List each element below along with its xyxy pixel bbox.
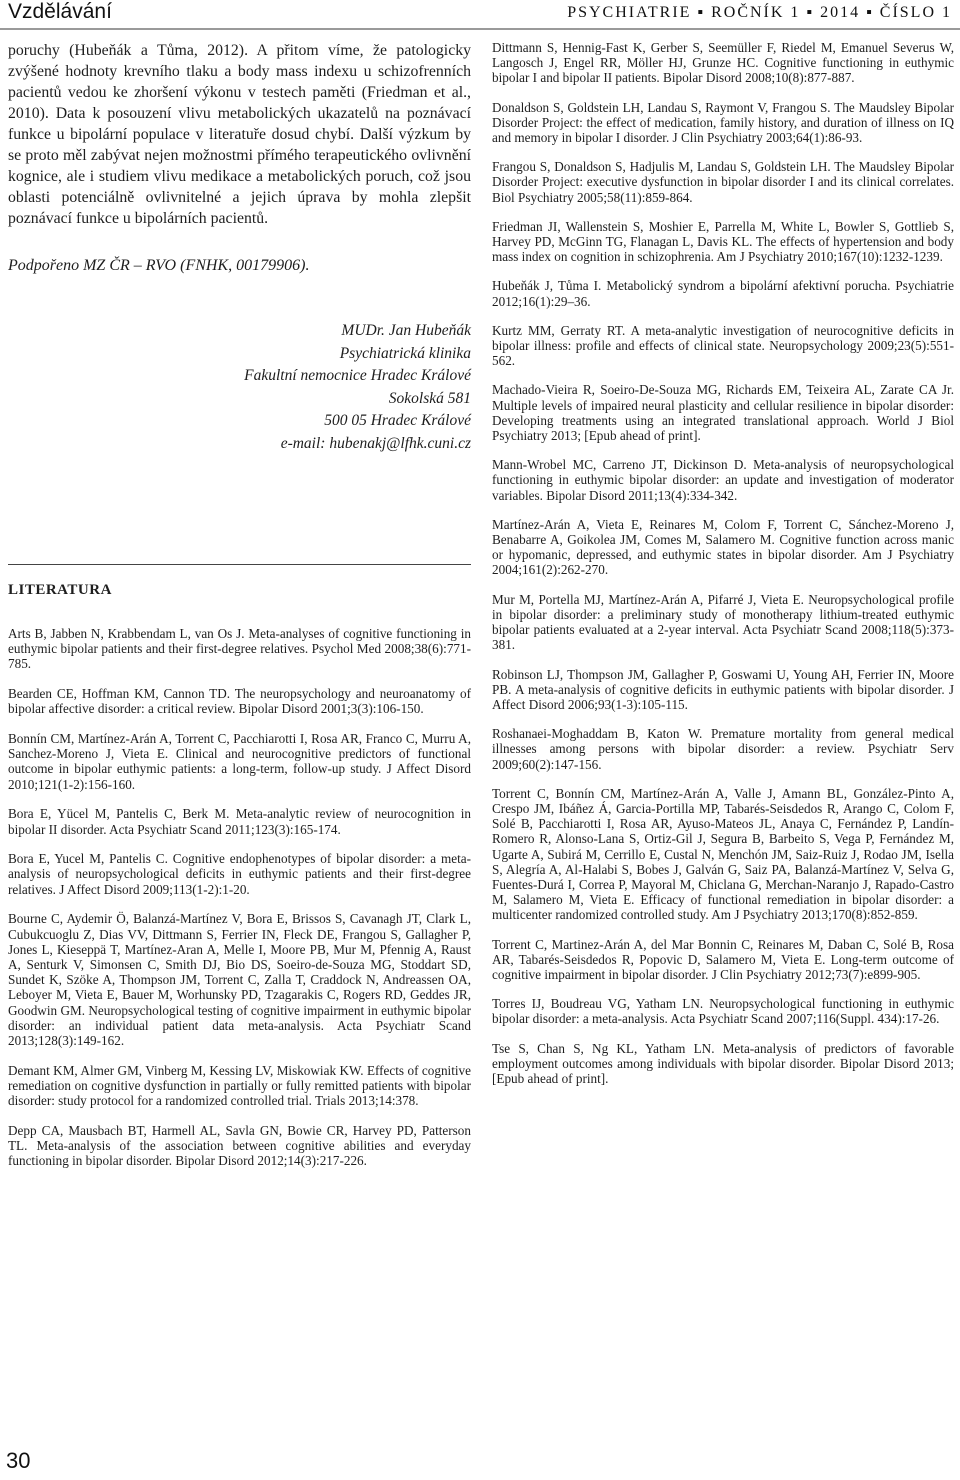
reference-item: Torres IJ, Boudreau VG, Yatham LN. Neuropsychological functioning in euthymic bipolar disorder: a meta-analysis. Acta Psychiatr Scand 2007;116(Suppl. 434):17-26. xyxy=(492,996,954,1027)
author-department: Psychiatrická klinika xyxy=(339,344,471,362)
reference-item: Donaldson S, Goldstein LH, Landau S, Raymont V, Frangou S. The Maudsley Bipolar Disorder Project: the effect of medication, family history, and duration of illness on IQ and memory in bipolar I disorder. J Clin Psychiatry 2003;64(1):86-93. xyxy=(492,99,954,146)
reference-item: Machado-Vieira R, Soeiro-De-Souza MG, Richards EM, Teixeira AL, Zarate CA Jr. Multiple levels of impaired neural plasticity and cellular resilience in bipolar disorder: Developing treatments using an integrated translational approach. World J Biol Psychiatry 2013; [Epub ahead of print]. xyxy=(492,382,954,444)
reference-item: Bourne C, Aydemir Ö, Balanzá-Martínez V, Bora E, Brissos S, Cavanagh JT, Clark L, Cubukcuoglu Z, Dias VV, Dittmann S, Ferrier IN, Fleck DE, Frangou S, Gallagher P, Jones L, Kieseppä T, Martínez-Aran A, Melle I, Moore PB, Mur M, Pfennig A, Raust A, Senturk V, Simonsen C, Smith DJ, Bio DS, Soeiro-de-Souza MG, Stoddart SD, Sundet K, Szöke A, Thompson JM, Torrent C, Zalla T, Craddock N, Andreassen OA, Leboyer M, Vieta E, Bauer M, Worhunsky PD, Tzagarakis C, Rogers RD, Geddes JR, Goodwin GM. Neuropsychological testing of cognitive impairment in euthymic bipolar disorder: an individual patient data meta-analysis. Acta Psychiatr Scand 2013;128(3):149-162. xyxy=(8,911,471,1048)
reference-item: Frangou S, Donaldson S, Hadjulis M, Landau S, Goldstein LH. The Maudsley Bipolar Disorder Project: executive dysfunction in bipolar disorder I and its clinical correlates. Biol Psychiatry 2005;58(11):859-864. xyxy=(492,159,954,205)
reference-item: Tse S, Chan S, Ng KL, Yatham LN. Meta-analysis of predictors of favorable employment outcomes among individuals with bipolar disorder. Bipolar Disord 2013; [Epub ahead of print]. xyxy=(492,1040,954,1086)
reference-item: Bonnín CM, Martínez-Arán A, Torrent C, Pacchiarotti I, Rosa AR, Franco C, Murru A, Sanchez-Moreno J, Vieta E. Clinical and neurocognitive predictors of functional outcome in bipolar euthymic patients: a long-term, follow-up study. J Affect Disord 2010;121(1-2):156-160. xyxy=(8,731,471,792)
reference-item: Torrent C, Martinez-Arán A, del Mar Bonnin C, Reinares M, Daban C, Solé B, Rosa AR, Tabarés-Seisdedos R, Popovic D, Salamero M, Vieta E. Long-term outcome of cognitive impairment in bipolar disorder. J Clin Psychiatry 2012;73(7):e899-905. xyxy=(492,936,954,982)
left-column xyxy=(8,40,471,455)
page-number: 30 xyxy=(6,1448,31,1473)
header-rule xyxy=(0,28,960,30)
reference-item: Friedman JI, Wallenstein S, Moshier E, Parrella M, White L, Bowler S, Gottlieb S, Harvey PD, McGinn TG, Flanagan L, Davis KL. The effects of hypertension and body mass index on cognition in schizophrenia. Am J Psychiatry 2010;167(10):1232-1239. xyxy=(492,218,954,265)
reference-item: Martínez-Arán A, Vieta E, Reinares M, Colom F, Torrent C, Sánchez-Moreno J, Benabarre A, Goikolea JM, Comes M, Salamero M. Cognitive function across manic or hypomanic, depressed, and euthymic states in bipolar disorder. Am J Psychiatry 2004;161(2):262-270. xyxy=(492,516,954,578)
reference-item: Arts B, Jabben N, Krabbendam L, van Os J. Meta-analyses of cognitive functioning in euthymic bipolar patients and their first-degree relatives. Psychol Med 2008;38(6):771-785. xyxy=(8,626,471,672)
body-text xyxy=(8,40,471,229)
author-name: MUDr. Jan Hubeňák xyxy=(341,322,471,339)
author-street: Sokolská 581 xyxy=(388,389,471,407)
body-paragraph: poruchy (Hubeňák a Tůma, 2012). A přitom víme, že patologicky zvýšené hodnoty krevního tlaku a body mass indexu u schizofrenních pacientů vedou ke zhoršení výkonu v testech paměti (Friedman et al., 2010). Data k posouzení vlivu metabolických ukazatelů na poznávací funkce u bipolární populace v literatuře dosud chybí. Další výzkum by se proto měl zabývat nejen možnostmi přímého terapeutického ovlivnění kognice, ale i studiem vlivu medikace a metabolických poruch, což jsou oblasti potenciálně ovlivnitelné a jejich úprava by mohla zlepšit poznávací funkce u bipolárních pacientů. xyxy=(8,42,471,227)
literature-rule xyxy=(8,564,471,565)
author-address xyxy=(8,320,471,455)
reference-item: Bora E, Yucel M, Pantelis C. Cognitive endophenotypes of bipolar disorder: a meta-analysis of neuropsychological deficits in euthymic patients and their first-degree relatives. J Affect Disord 2009;113(1-2):1-20. xyxy=(8,851,471,897)
reference-item: Mur M, Portella MJ, Martínez-Arán A, Pifarré J, Vieta E. Neuropsychological profile in bipolar disorder: a preliminary study of monotherapy lithium-treated euthymic bipolar patients evaluated at a 2-year interval. Acta Psychiatr Scand 2008;118(5):373-381. xyxy=(492,591,954,653)
section-title: Vzdělávání xyxy=(8,0,112,23)
reference-item: Hubeňák J, Tůma I. Metabolický syndrom a bipolární afektivní porucha. Psychiatrie 2012;16(1):29–36. xyxy=(492,278,954,309)
literature-heading: LITERATURA xyxy=(8,582,112,598)
journal-running-head: PSYCHIATRIE ▪ ROČNÍK 1 ▪ 2014 ▪ ČÍSLO 1 xyxy=(567,4,952,21)
references-left xyxy=(8,626,471,1183)
references-right xyxy=(492,40,954,1100)
reference-item: Kurtz MM, Gerraty RT. A meta-analytic investigation of neurocognitive deficits in bipolar illness: profile and effects of clinical state. Neuropsychology 2009;23(5):551-562. xyxy=(492,322,954,369)
author-city: 500 05 Hradec Králové xyxy=(324,412,471,429)
funding-note: Podpořeno MZ ČR – RVO (FNHK, 00179906). xyxy=(8,257,310,274)
author-email: e-mail: hubenakj@lfhk.cuni.cz xyxy=(280,434,471,452)
reference-item: Demant KM, Almer GM, Vinberg M, Kessing LV, Miskowiak KW. Effects of cognitive remediation on cognitive dysfunction in partially or fully remitted patients with bipolar disorder: study protocol for a randomized controlled trial. Trials 2013;14:378. xyxy=(8,1062,471,1109)
author-hospital: Fakultní nemocnice Hradec Králové xyxy=(244,367,471,384)
reference-item: Robinson LJ, Thompson JM, Gallagher P, Goswami U, Young AH, Ferrier IN, Moore PB. A meta-analysis of cognitive deficits in euthymic patients with bipolar disorder. J Affect Disord 2006;93(1-3):105-115. xyxy=(492,666,954,712)
page-header xyxy=(0,0,960,26)
reference-item: Mann-Wrobel MC, Carreno JT, Dickinson D. Meta-analysis of neuropsychological functioning in euthymic bipolar disorder: an update and investigation of moderator variables. Bipolar Disord 2011;13(4):334-342. xyxy=(492,457,954,503)
reference-item: Torrent C, Bonnín CM, Martínez-Arán A, Valle J, Amann BL, González-Pinto A, Crespo JM, Ibáñez Á, Garcia-Portilla MP, Tabarés-Seisdedos R, Arango C, Colom F, Solé B, Pacchiarotti I, Rosa AR, Ayuso-Mateos JL, Anaya C, Fernández P, Landín-Romero R, Alonso-Lana S, Ortiz-Gil J, Segura B, Barbeito S, Vega P, Fernández M, Ugarte A, Subirá M, Cerrillo E, Custal N, Menchón JM, Saiz-Ruiz J, Rodao JM, Isella S, Alegría A, Al-Halabi S, Bobes J, Galván G, Saiz PA, Balanzá-Martínez V, Selva G, Fuentes-Durá I, Correa P, Mayoral M, Chiclana G, Merchan-Naranjo J, Rapado-Castro M, Salamero M, Vieta E. Efficacy of functional remediation in bipolar disorder: a multicenter randomized controlled study. Am J Psychiatry 2013;170(8):852-859. xyxy=(492,785,954,923)
reference-item: Depp CA, Mausbach BT, Harmell AL, Savla GN, Bowie CR, Harvey PD, Patterson TL. Meta-analysis of the association between cognitive abilities and everyday functioning in bipolar disorder. Bipolar Disord 2012;14(3):217-226. xyxy=(8,1122,471,1169)
reference-item: Roshanaei-Moghaddam B, Katon W. Premature mortality from general medical illnesses among persons with bipolar disorder: a review. Psychiatr Serv 2009;60(2):147-156. xyxy=(492,726,954,772)
reference-item: Dittmann S, Hennig-Fast K, Gerber S, Seemüller F, Riedel M, Emanuel Severus W, Langosch J, Engel RR, Möller HJ, Grunze HC. Cognitive functioning in euthymic bipolar I and bipolar II patients. Bipolar Disord 2008;10(8):877-887. xyxy=(492,40,954,86)
reference-item: Bora E, Yücel M, Pantelis C, Berk M. Meta-analytic review of neurocognition in bipolar II disorder. Acta Psychiatr Scand 2011;123(3):165-174. xyxy=(8,806,471,837)
reference-item: Bearden CE, Hoffman KM, Cannon TD. The neuropsychology and neuroanatomy of bipolar affective disorder: a critical review. Bipolar Disord 2001;3(3):106-150. xyxy=(8,686,471,717)
